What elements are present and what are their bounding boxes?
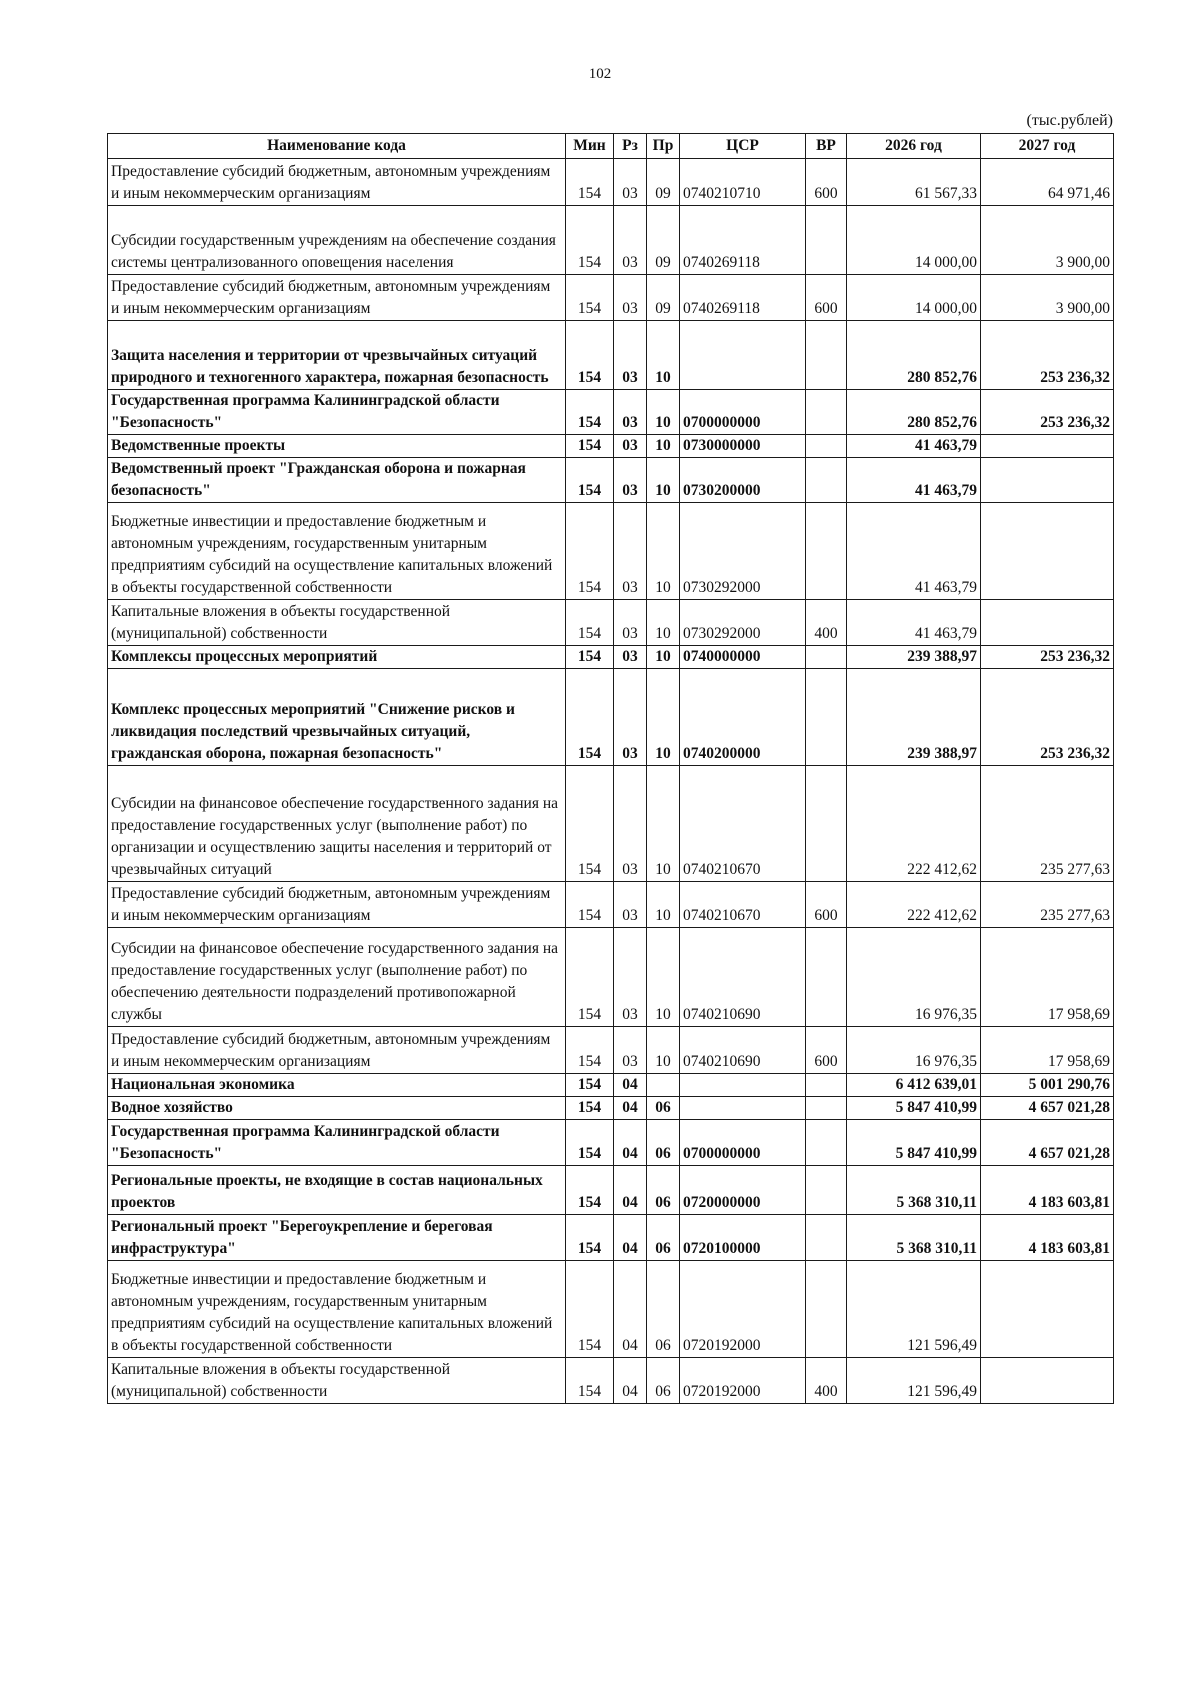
cell-vr	[806, 1074, 847, 1097]
cell-2027	[981, 458, 1114, 503]
table-row	[108, 882, 1114, 928]
table-row	[108, 275, 1114, 321]
cell-2026: 41 463,79	[847, 600, 981, 646]
cell-min: 154	[566, 275, 614, 321]
cell-csr: 0740269118	[680, 206, 806, 275]
cell-min: 154	[566, 928, 614, 1027]
cell-rz: 03	[614, 206, 647, 275]
cell-rz: 04	[614, 1358, 647, 1404]
cell-name: Предоставление субсидий бюджетным, автономным учреждениям и иным некоммерческим организациям	[108, 882, 566, 928]
table-row	[108, 669, 1114, 766]
cell-csr	[680, 321, 806, 390]
cell-vr: 400	[806, 1358, 847, 1404]
table-row	[108, 503, 1114, 600]
cell-vr: 600	[806, 882, 847, 928]
header-name: Наименование кода	[108, 134, 566, 159]
cell-csr: 0730200000	[680, 458, 806, 503]
cell-pr: 10	[647, 458, 680, 503]
cell-min: 154	[566, 669, 614, 766]
cell-rz: 04	[614, 1097, 647, 1120]
cell-rz: 03	[614, 1027, 647, 1074]
cell-2027	[981, 600, 1114, 646]
cell-vr	[806, 390, 847, 435]
header-csr: ЦСР	[680, 134, 806, 159]
table-row	[108, 390, 1114, 435]
cell-name: Комплекс процессных мероприятий "Снижение рисков и ликвидация последствий чрезвычайных ситуаций, гражданская оборона, пожарная безопасность"	[108, 669, 566, 766]
cell-rz: 04	[614, 1261, 647, 1358]
cell-csr: 0740210670	[680, 882, 806, 928]
table-row	[108, 321, 1114, 390]
table-row	[108, 159, 1114, 206]
cell-rz: 03	[614, 275, 647, 321]
cell-csr: 0700000000	[680, 390, 806, 435]
cell-min: 154	[566, 1027, 614, 1074]
cell-pr: 06	[647, 1120, 680, 1166]
cell-2027: 17 958,69	[981, 928, 1114, 1027]
cell-name: Субсидии на финансовое обеспечение государственного задания на предоставление государственных услуг (выполнение работ) по обеспечению деятельности подразделений противопожарной службы	[108, 928, 566, 1027]
cell-pr: 06	[647, 1261, 680, 1358]
table-row	[108, 1261, 1114, 1358]
header-pr: Пр	[647, 134, 680, 159]
cell-vr	[806, 458, 847, 503]
cell-name: Защита населения и территории от чрезвычайных ситуаций природного и техногенного характера, пожарная безопасность	[108, 321, 566, 390]
cell-2026: 5 847 410,99	[847, 1097, 981, 1120]
cell-min: 154	[566, 646, 614, 669]
cell-name: Государственная программа Калининградской области "Безопасность"	[108, 390, 566, 435]
cell-csr: 0720100000	[680, 1215, 806, 1261]
table-row	[108, 458, 1114, 503]
header-rz: Рз	[614, 134, 647, 159]
cell-csr: 0730000000	[680, 435, 806, 458]
cell-2026: 239 388,97	[847, 646, 981, 669]
table-row	[108, 1120, 1114, 1166]
cell-min: 154	[566, 390, 614, 435]
cell-rz: 03	[614, 390, 647, 435]
cell-min: 154	[566, 1166, 614, 1215]
cell-pr: 06	[647, 1215, 680, 1261]
cell-min: 154	[566, 1215, 614, 1261]
cell-pr: 10	[647, 321, 680, 390]
cell-vr: 600	[806, 275, 847, 321]
cell-min: 154	[566, 206, 614, 275]
header-vr: ВР	[806, 134, 847, 159]
table-header	[108, 134, 1114, 159]
cell-csr	[680, 1074, 806, 1097]
cell-min: 154	[566, 321, 614, 390]
cell-csr: 0740210690	[680, 1027, 806, 1074]
cell-rz: 04	[614, 1215, 647, 1261]
table-row	[108, 600, 1114, 646]
cell-vr	[806, 206, 847, 275]
cell-pr	[647, 1074, 680, 1097]
cell-rz: 03	[614, 435, 647, 458]
cell-2027	[981, 435, 1114, 458]
cell-2027: 64 971,46	[981, 159, 1114, 206]
cell-csr: 0740000000	[680, 646, 806, 669]
cell-csr: 0700000000	[680, 1120, 806, 1166]
cell-vr: 600	[806, 1027, 847, 1074]
cell-pr: 06	[647, 1097, 680, 1120]
cell-name: Капитальные вложения в объекты государственной (муниципальной) собственности	[108, 1358, 566, 1404]
cell-csr: 0720192000	[680, 1358, 806, 1404]
cell-2026: 5 847 410,99	[847, 1120, 981, 1166]
cell-2027: 235 277,63	[981, 882, 1114, 928]
cell-name: Ведомственные проекты	[108, 435, 566, 458]
cell-name: Водное хозяйство	[108, 1097, 566, 1120]
cell-pr: 10	[647, 390, 680, 435]
cell-2026: 14 000,00	[847, 206, 981, 275]
cell-name: Региональный проект "Берегоукрепление и береговая инфраструктура"	[108, 1215, 566, 1261]
cell-min: 154	[566, 503, 614, 600]
cell-2026: 41 463,79	[847, 458, 981, 503]
cell-name: Бюджетные инвестиции и предоставление бюджетным и автономным учреждениям, государственным унитарным предприятиям субсидий на осуществление капитальных вложений в объекты государственной собственности	[108, 503, 566, 600]
unit-label: (тыс.рублей)	[1026, 112, 1113, 129]
cell-name: Ведомственный проект "Гражданская оборона и пожарная безопасность"	[108, 458, 566, 503]
page-number: 102	[588, 66, 612, 82]
cell-csr: 0740210670	[680, 766, 806, 882]
cell-name: Комплексы процессных мероприятий	[108, 646, 566, 669]
cell-csr: 0740269118	[680, 275, 806, 321]
table-row	[108, 646, 1114, 669]
cell-name: Национальная экономика	[108, 1074, 566, 1097]
cell-2027: 235 277,63	[981, 766, 1114, 882]
cell-name: Предоставление субсидий бюджетным, автономным учреждениям и иным некоммерческим организациям	[108, 159, 566, 206]
cell-pr: 10	[647, 1027, 680, 1074]
cell-2026: 41 463,79	[847, 503, 981, 600]
cell-2026: 280 852,76	[847, 390, 981, 435]
cell-2026: 16 976,35	[847, 1027, 981, 1074]
cell-csr: 0740210710	[680, 159, 806, 206]
cell-min: 154	[566, 1097, 614, 1120]
cell-rz: 04	[614, 1166, 647, 1215]
cell-rz: 03	[614, 503, 647, 600]
cell-vr	[806, 435, 847, 458]
cell-min: 154	[566, 1261, 614, 1358]
cell-vr	[806, 766, 847, 882]
cell-2026: 222 412,62	[847, 766, 981, 882]
cell-2026: 14 000,00	[847, 275, 981, 321]
cell-rz: 03	[614, 321, 647, 390]
cell-pr: 06	[647, 1166, 680, 1215]
cell-vr	[806, 928, 847, 1027]
cell-vr	[806, 1261, 847, 1358]
cell-min: 154	[566, 1120, 614, 1166]
cell-min: 154	[566, 600, 614, 646]
cell-csr: 0740210690	[680, 928, 806, 1027]
cell-rz: 03	[614, 882, 647, 928]
cell-2027	[981, 1261, 1114, 1358]
cell-2027: 3 900,00	[981, 275, 1114, 321]
table-body	[108, 159, 1114, 1404]
cell-name: Субсидии государственным учреждениям на обеспечение создания системы централизованного оповещения населения	[108, 206, 566, 275]
cell-2026: 121 596,49	[847, 1358, 981, 1404]
cell-rz: 03	[614, 669, 647, 766]
cell-2026: 61 567,33	[847, 159, 981, 206]
table-row	[108, 766, 1114, 882]
cell-min: 154	[566, 1358, 614, 1404]
cell-vr	[806, 1215, 847, 1261]
cell-2027: 4 183 603,81	[981, 1166, 1114, 1215]
cell-min: 154	[566, 882, 614, 928]
cell-vr: 400	[806, 600, 847, 646]
cell-2027: 253 236,32	[981, 646, 1114, 669]
header-min: Мин	[566, 134, 614, 159]
cell-min: 154	[566, 458, 614, 503]
cell-pr: 10	[647, 882, 680, 928]
cell-csr: 0740200000	[680, 669, 806, 766]
table-row	[108, 1358, 1114, 1404]
cell-vr	[806, 669, 847, 766]
cell-pr: 10	[647, 928, 680, 1027]
cell-rz: 03	[614, 928, 647, 1027]
cell-pr: 10	[647, 435, 680, 458]
table-row	[108, 206, 1114, 275]
cell-min: 154	[566, 766, 614, 882]
table-row	[108, 1027, 1114, 1074]
table-row	[108, 435, 1114, 458]
cell-csr: 0720192000	[680, 1261, 806, 1358]
cell-csr: 0720000000	[680, 1166, 806, 1215]
table-row	[108, 1215, 1114, 1261]
cell-csr: 0730292000	[680, 503, 806, 600]
cell-name: Предоставление субсидий бюджетным, автономным учреждениям и иным некоммерческим организациям	[108, 275, 566, 321]
cell-2027: 3 900,00	[981, 206, 1114, 275]
cell-rz: 04	[614, 1074, 647, 1097]
cell-2026: 5 368 310,11	[847, 1215, 981, 1261]
cell-rz: 03	[614, 159, 647, 206]
cell-pr: 06	[647, 1358, 680, 1404]
budget-table	[107, 133, 1114, 1404]
cell-2027: 4 183 603,81	[981, 1215, 1114, 1261]
cell-rz: 03	[614, 766, 647, 882]
cell-rz: 03	[614, 600, 647, 646]
cell-2027	[981, 503, 1114, 600]
cell-name: Бюджетные инвестиции и предоставление бюджетным и автономным учреждениям, государственным унитарным предприятиям субсидий на осуществление капитальных вложений в объекты государственной собственности	[108, 1261, 566, 1358]
cell-2027: 253 236,32	[981, 669, 1114, 766]
table-row	[108, 928, 1114, 1027]
cell-vr	[806, 1120, 847, 1166]
cell-2027: 253 236,32	[981, 321, 1114, 390]
cell-2026: 222 412,62	[847, 882, 981, 928]
cell-csr	[680, 1097, 806, 1120]
cell-2026: 16 976,35	[847, 928, 981, 1027]
table-row	[108, 1166, 1114, 1215]
cell-name: Региональные проекты, не входящие в состав национальных проектов	[108, 1166, 566, 1215]
cell-vr	[806, 1097, 847, 1120]
cell-min: 154	[566, 435, 614, 458]
cell-2027: 253 236,32	[981, 390, 1114, 435]
cell-csr: 0730292000	[680, 600, 806, 646]
cell-2027: 4 657 021,28	[981, 1120, 1114, 1166]
cell-rz: 03	[614, 458, 647, 503]
cell-pr: 10	[647, 646, 680, 669]
cell-vr	[806, 503, 847, 600]
cell-pr: 10	[647, 766, 680, 882]
cell-2027: 5 001 290,76	[981, 1074, 1114, 1097]
header-2027: 2027 год	[981, 134, 1114, 159]
cell-rz: 03	[614, 646, 647, 669]
cell-2026: 5 368 310,11	[847, 1166, 981, 1215]
cell-vr	[806, 321, 847, 390]
cell-2026: 41 463,79	[847, 435, 981, 458]
table-row	[108, 1097, 1114, 1120]
cell-pr: 10	[647, 503, 680, 600]
cell-2026: 121 596,49	[847, 1261, 981, 1358]
cell-pr: 09	[647, 275, 680, 321]
cell-min: 154	[566, 159, 614, 206]
cell-pr: 10	[647, 669, 680, 766]
cell-rz: 04	[614, 1120, 647, 1166]
table-row	[108, 1074, 1114, 1097]
cell-2026: 6 412 639,01	[847, 1074, 981, 1097]
cell-2027: 17 958,69	[981, 1027, 1114, 1074]
cell-name: Капитальные вложения в объекты государственной (муниципальной) собственности	[108, 600, 566, 646]
cell-2026: 239 388,97	[847, 669, 981, 766]
cell-pr: 09	[647, 159, 680, 206]
cell-2027	[981, 1358, 1114, 1404]
cell-name: Государственная программа Калининградской области "Безопасность"	[108, 1120, 566, 1166]
cell-pr: 09	[647, 206, 680, 275]
cell-name: Субсидии на финансовое обеспечение государственного задания на предоставление государственных услуг (выполнение работ) по организации и осуществлению защиты населения и территорий от чрезвычайных ситуаций	[108, 766, 566, 882]
cell-2026: 280 852,76	[847, 321, 981, 390]
cell-name: Предоставление субсидий бюджетным, автономным учреждениям и иным некоммерческим организациям	[108, 1027, 566, 1074]
cell-vr: 600	[806, 159, 847, 206]
cell-pr: 10	[647, 600, 680, 646]
cell-vr	[806, 1166, 847, 1215]
cell-vr	[806, 646, 847, 669]
cell-2027: 4 657 021,28	[981, 1097, 1114, 1120]
cell-min: 154	[566, 1074, 614, 1097]
header-2026: 2026 год	[847, 134, 981, 159]
